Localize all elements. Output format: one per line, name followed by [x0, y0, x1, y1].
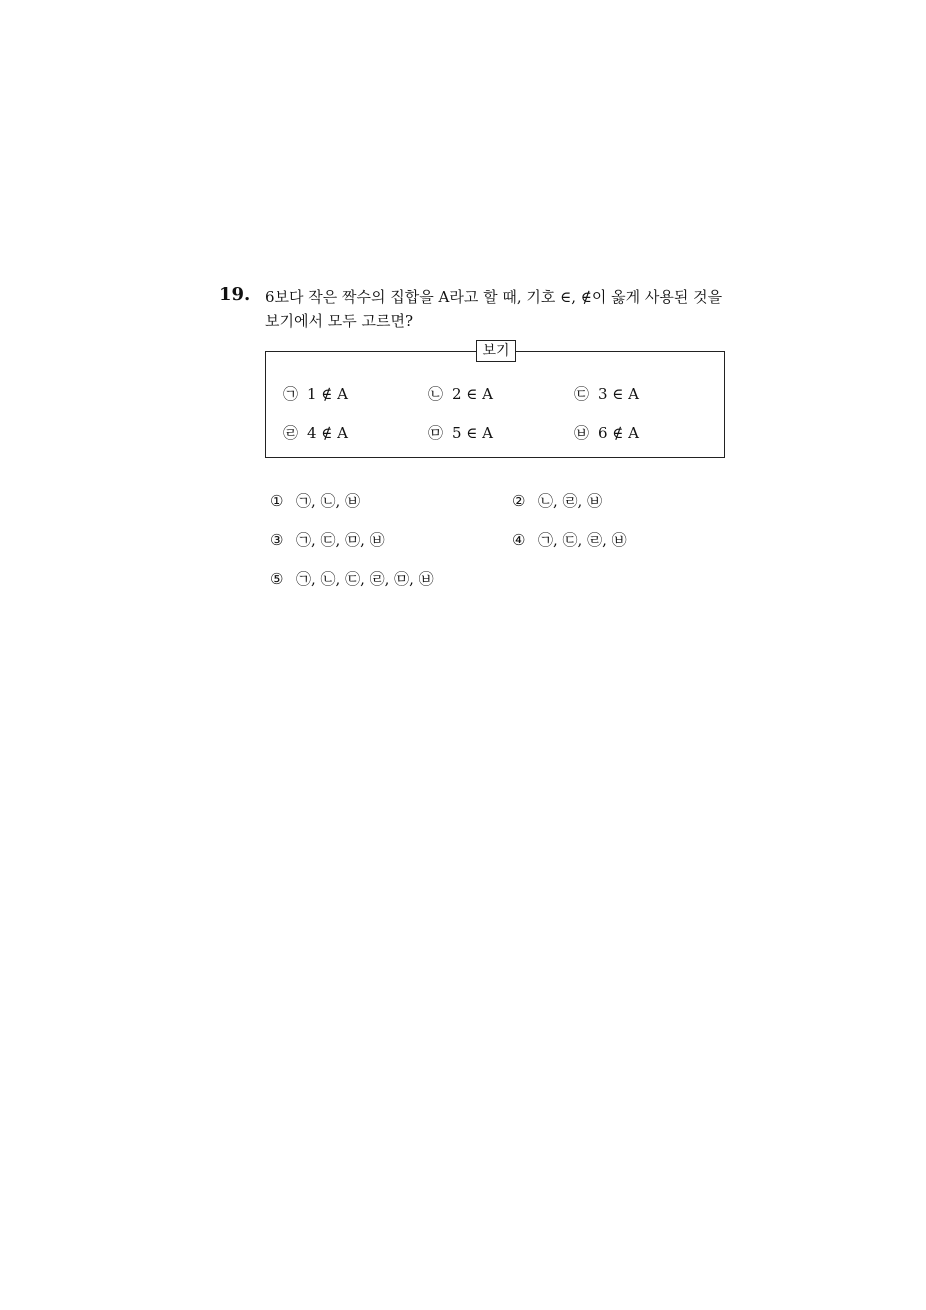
question-stem — [265, 285, 745, 333]
bogi-item-expr: 2 ∈ A — [452, 385, 494, 403]
choice-text: ㉠, ㉡, ㉢, ㉣, ㉤, ㉥ — [296, 570, 434, 588]
bogi-item — [428, 423, 493, 443]
answer-choice-1[interactable] — [270, 491, 360, 511]
choice-text: ㉠, ㉡, ㉥ — [296, 492, 361, 510]
bogi-title: 보기 — [476, 340, 516, 362]
choice-number: ⑤ — [270, 570, 284, 588]
question-number: 19. — [219, 284, 251, 305]
bogi-item-expr: 1 ∉ A — [307, 385, 349, 403]
bogi-item — [574, 384, 639, 404]
choice-number: ② — [512, 492, 526, 510]
choice-number: ④ — [512, 531, 526, 549]
bogi-item-expr: 4 ∉ A — [307, 424, 349, 442]
choice-text: ㉠, ㉢, ㉤, ㉥ — [296, 531, 385, 549]
bogi-item-mark: ㉢ — [574, 385, 590, 403]
bogi-item-expr: 6 ∉ A — [598, 424, 640, 442]
choice-text: ㉡, ㉣, ㉥ — [538, 492, 603, 510]
answer-choice-3[interactable] — [270, 530, 385, 550]
answer-choice-4[interactable] — [512, 530, 627, 550]
bogi-item-mark: ㉣ — [283, 424, 299, 442]
bogi-item — [283, 384, 348, 404]
choice-number: ③ — [270, 531, 284, 549]
bogi-item — [428, 384, 493, 404]
stem-line-1: 6보다 작은 짝수의 집합을 A라고 할 때, 기호 ∈, ∉이 옳게 사용된 것을 — [265, 288, 723, 306]
bogi-item-expr: 3 ∈ A — [598, 385, 640, 403]
bogi-item-expr: 5 ∈ A — [452, 424, 494, 442]
bogi-item-mark: ㉠ — [283, 385, 299, 403]
bogi-item-mark: ㉥ — [574, 424, 590, 442]
answer-choice-2[interactable] — [512, 491, 602, 511]
bogi-item-mark: ㉤ — [428, 424, 444, 442]
choice-text: ㉠, ㉢, ㉣, ㉥ — [538, 531, 627, 549]
bogi-item — [574, 423, 639, 443]
answer-choice-5[interactable] — [270, 569, 434, 589]
bogi-item — [283, 423, 348, 443]
bogi-item-mark: ㉡ — [428, 385, 444, 403]
choice-number: ① — [270, 492, 284, 510]
stem-line-2: 보기에서 모두 고르면? — [265, 312, 413, 330]
